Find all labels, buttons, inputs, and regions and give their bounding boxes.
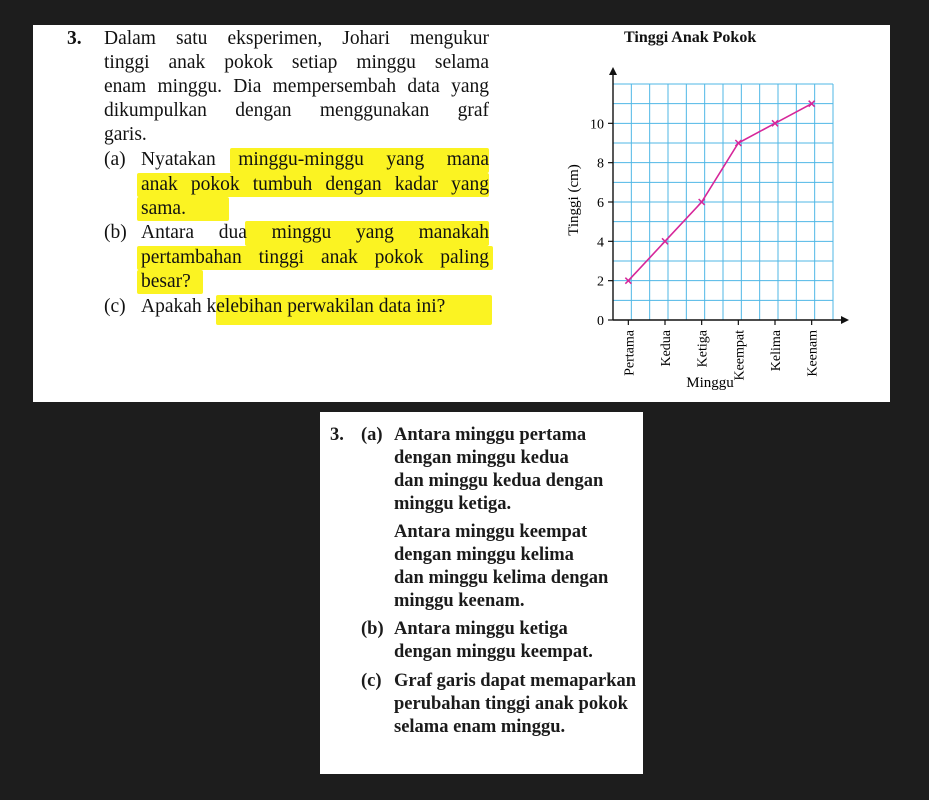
y-tick-label: 0	[597, 314, 604, 329]
question-panel	[33, 25, 890, 402]
y-tick-label: 2	[597, 274, 604, 290]
answer-c-line-2: perubahan tinggi anak pokok	[394, 694, 628, 714]
part-c-line-1: Apakah kelebihan perwakilan data ini?	[141, 296, 446, 317]
answer-c-label: (c)	[361, 671, 382, 691]
part-b-line-2: pertambahan tinggi anak pokok paling	[141, 247, 489, 268]
x-tick-label: Kelima	[769, 330, 784, 372]
answer-a-line-5: Antara minggu keempat	[394, 522, 588, 542]
answer-a-line-7: dan minggu kelima dengan	[394, 568, 609, 588]
question-number: 3.	[67, 28, 82, 49]
y-axis-label: Tinggi (cm)	[566, 164, 582, 236]
x-tick-label: Keempat	[732, 330, 748, 381]
x-tick-label: Keenam	[805, 330, 821, 377]
answer-a-line-3: dan minggu kedua dengan	[394, 471, 604, 491]
x-tick-label: Pertama	[622, 330, 638, 376]
part-a-line-3: sama.	[141, 198, 186, 219]
answer-a-line-6: dengan minggu kelima	[394, 545, 574, 565]
y-tick-label: 4	[597, 235, 604, 251]
answer-c-line-3: selama enam minggu.	[394, 717, 566, 737]
part-b-label: (b)	[104, 222, 127, 243]
answer-a-line-2: dengan minggu kedua	[394, 448, 569, 468]
intro-line-5: garis.	[104, 124, 147, 145]
x-axis-arrow	[841, 316, 849, 324]
y-tick-label: 10	[590, 117, 604, 133]
y-tick-label: 8	[597, 156, 604, 172]
part-b-line-3: besar?	[141, 271, 191, 292]
answer-b-label: (b)	[361, 619, 384, 639]
chart-title: Tinggi Anak Pokok	[624, 29, 757, 46]
answer-b-line-2: dengan minggu keempat.	[394, 642, 593, 662]
intro-line-4: dikumpulkan dengan menggunakan graf	[104, 100, 489, 121]
answer-a-label: (a)	[361, 425, 383, 445]
part-c-label: (c)	[104, 296, 126, 317]
y-axis-arrow	[609, 67, 617, 75]
intro-line-2: tinggi anak pokok setiap minggu selama	[104, 52, 489, 73]
x-axis-label: Minggu	[686, 375, 734, 391]
chart-series	[625, 101, 814, 284]
part-a-line-2: anak pokok tumbuh dengan kadar yang	[141, 174, 489, 195]
part-a-line-1: Nyatakan minggu-minggu yang mana	[141, 149, 489, 170]
series-line	[628, 104, 811, 281]
answer-number: 3.	[330, 425, 344, 445]
answer-a-line-1: Antara minggu pertama	[394, 425, 587, 445]
intro-line-3: enam minggu. Dia mempersembah data yang	[104, 76, 489, 97]
chart-ticks	[590, 117, 821, 380]
answer-panel	[320, 412, 643, 774]
x-tick-label: Ketiga	[695, 330, 711, 368]
answer-c-line-1: Graf garis dapat memaparkan	[394, 671, 637, 691]
part-b-line-1: Antara dua minggu yang manakah	[141, 222, 489, 243]
x-tick-label: Kedua	[659, 330, 674, 367]
chart-grid	[613, 84, 833, 320]
y-tick-label: 6	[597, 196, 604, 211]
part-a-label: (a)	[104, 149, 126, 170]
line-chart	[533, 50, 863, 400]
answer-a-line-4: minggu ketiga.	[394, 494, 512, 514]
intro-line-1: Dalam satu eksperimen, Johari mengukur	[104, 28, 489, 49]
answer-b-line-1: Antara minggu ketiga	[394, 619, 568, 639]
answer-a-line-8: minggu keenam.	[394, 591, 525, 611]
